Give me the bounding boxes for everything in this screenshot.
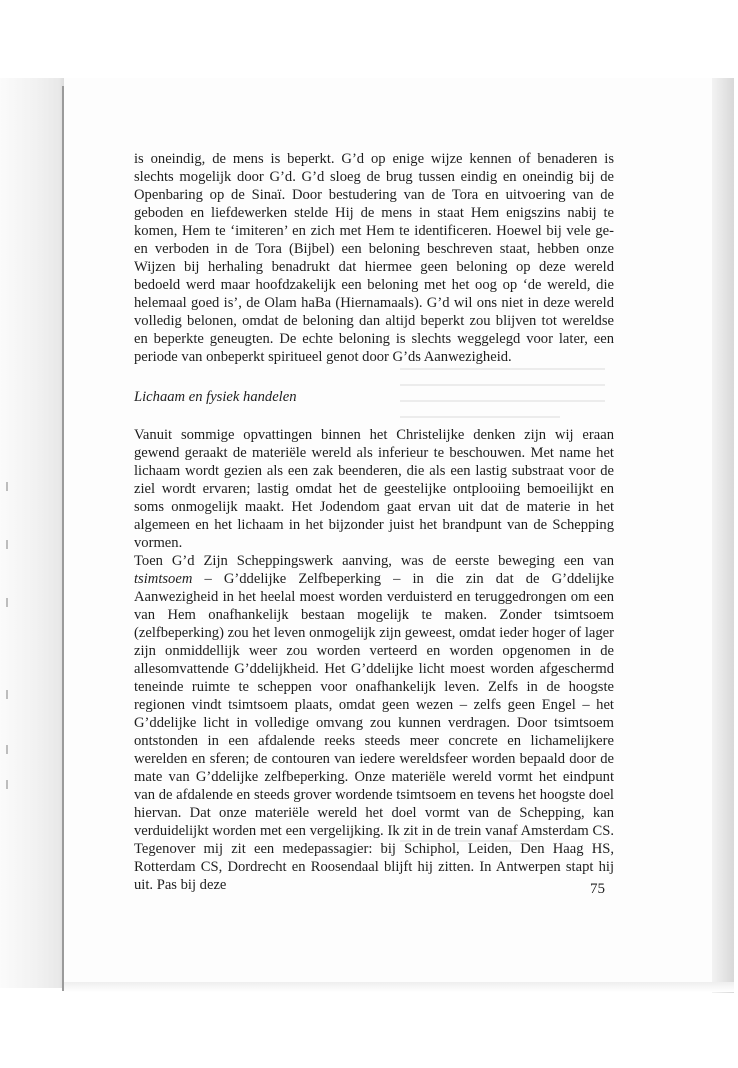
section-heading: Lichaam en fysiek handelen bbox=[134, 389, 297, 405]
italic-term: tsimtsoem bbox=[134, 571, 193, 587]
page-number: 75 bbox=[590, 881, 605, 897]
page-text bbox=[134, 150, 614, 894]
paragraph-text: – G’ddelijke Zelfbeperking – in die zin dat de G’ddelijke Aanwezigheid in het heelal moest worden verduisterd en teruggedrongen om een van Hem onafhankelijk bestaan mogelijk te maken. Zonder tsimtsoem (zelfbeperking) zou het leven onmogelijk zijn geweest, omdat ieder hoger of lager zijn onmiddellijk weer zou worden verteerd en worden opgenomen in de allesomvattende G’ddelijkheid. Het G’ddelijke licht moest worden afgeschermd teneinde ruimte te scheppen voor onafhankelijk leven. Zelfs in de hoogste regionen vindt tsimtsoem plaats, omdat geen wezen – zelfs geen Engel – het G’ddelijke licht in volledige omvang zou kunnen verdragen. Door tsimtsoem ontstonden in een afdalende reeks steeds meer concrete en lichamelijkere werelden en sferen; de contouren van iedere wereldsfeer worden bepaald door de mate van G’ddelijke zelfbeperking. Onze materiële wereld vormt het eindpunt van de afdalende en steeds grover wordende tsimtsoem en tevens het hoogste doel hiervan. Dat onze materiële wereld het doel vormt van de Schepping, kan verduidelijkt worden met een vergelijking. Ik zit in de trein vanaf Amsterdam CS. Tegenover mij zit een medepassagier: bij Schiphol, Leiden, Den Haag HS, Rotterdam CS, Dordrecht en Roosendaal blijft hij zitten. In Antwerpen stapt hij uit. Pas bij deze bbox=[134, 571, 614, 893]
paragraph: is oneindig, de mens is beperkt. G’d op enige wijze kennen of benaderen is slechts mogelijk door G’d. G’d sloeg de brug tussen eindig en oneindig bij de Openbaring op de Sinaï. Door bestudering van de Tora en uitvoering van de geboden en liefdewerken stelde Hij de mens in staat Hem enigszins nabij te komen, Hem te ‘imiteren’ en zich met Hem te identificeren. Hoewel bij vele ge- en verboden in de Tora (Bijbel) een beloning beschreven staat, hebben onze Wijzen bij herhaling benadrukt dat hiermee geen beloning op deze wereld bedoeld werd maar hoofdzakelijk een beloning met het oog op ‘de wereld, die helemaal goed is’, de Olam haBa (Hiernamaals). G’d wil ons niet in deze wereld volledig belonen, omdat de beloning dan altijd beperkt zou blijven tot wereldse en beperkte geneugten. De echte beloning is slechts weggelegd voor later, een periode van onbeperkt spiritueel genot door G’ds Aanwezigheid. bbox=[134, 151, 614, 365]
page-edge bbox=[712, 78, 734, 993]
margin-mark bbox=[6, 745, 8, 754]
margin-mark bbox=[6, 690, 8, 699]
book-gutter bbox=[0, 78, 64, 988]
paragraph bbox=[134, 552, 614, 894]
margin-mark bbox=[6, 598, 8, 607]
page-shadow bbox=[64, 982, 734, 992]
margin-mark bbox=[6, 540, 8, 549]
paragraph: Vanuit sommige opvattingen binnen het Christelijke denken zijn wij eraan gewend geraakt de materiële wereld als inferieur te beschouwen. Met name het lichaam wordt gezien als een zak beenderen, die als een lastig substraat voor de ziel wordt ervaren; lastig omdat het de geestelijke ontplooiing bemoeilijkt en soms onmogelijk maakt. Het Jodendom gaat ervan uit dat de materie in het algemeen en het lichaam in het bijzonder juist het brandpunt van de Schepping vormen. bbox=[134, 427, 614, 551]
margin-mark bbox=[6, 482, 8, 491]
margin-mark bbox=[6, 780, 8, 789]
paragraph-text: Toen G’d Zijn Scheppingswerk aanving, was de eerste beweging een van bbox=[134, 553, 614, 569]
